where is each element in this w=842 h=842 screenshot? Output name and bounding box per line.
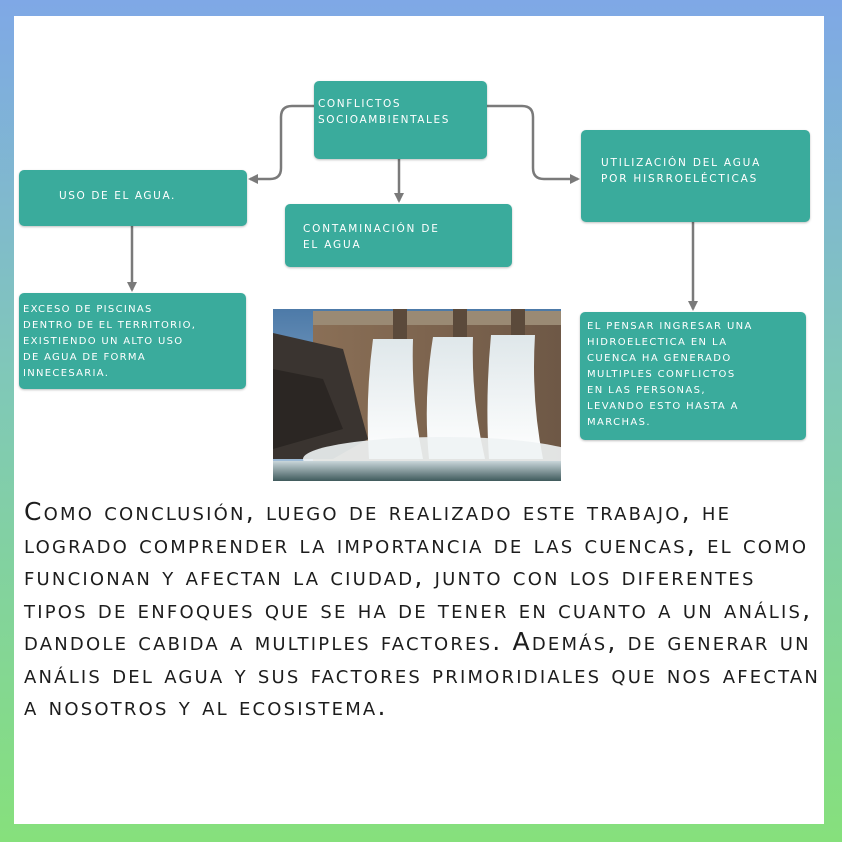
node-uso-label: USO DE EL AGUA. (59, 190, 176, 202)
node-utilizacion-label: UTILIZACIÓN DEL AGUA POR HISRROELÉCTICAS (601, 157, 762, 185)
node-conflictos-hidroelectrica (580, 312, 806, 440)
node-conflictos-socioambientales (314, 81, 487, 159)
dam-spillway-photo (273, 309, 561, 481)
node-conflictos-label: CONFLICTOS SOCIOAMBIENTALES (318, 98, 450, 126)
node-contaminacion-del-agua (285, 204, 512, 267)
poster-canvas (14, 16, 824, 824)
node-exceso-label: EXCESO DE PISCINAS DENTRO DE EL TERRITORIO, EXISTIENDO UN ALTO USO DE AGUA DE FORMA INNECESARIA. (23, 304, 197, 379)
node-contaminacion-label: CONTAMINACIÓN DE EL AGUA (303, 223, 440, 251)
node-exceso-piscinas (19, 293, 246, 389)
node-utilizacion-hidroelectricas (581, 130, 810, 222)
arrow-conflictos-to-uso (250, 106, 314, 179)
node-uso-del-agua (19, 170, 247, 226)
arrow-conflictos-to-utilizacion (487, 106, 578, 179)
conclusion-paragraph: Como conclusión, luego de realizado este trabajo, he logrado comprender la importancia de las cuencas, el como funcionan y afectan la ciudad, junto con los diferentes tipos de enfoques que se ha de tener en cuanto a un anális, dandole cabida a multiples factores. Además, de generar un anális del agua y sus factores primoridiales que nos afectan a nosotros y al ecosistema. (24, 497, 821, 721)
node-pensar-label: EL PENSAR INGRESAR UNA HIDROELECTICA EN LA CUENCA HA GENERADO MULTIPLES CONFLICTOS EN LAS PERSONAS, LEVANDO ESTO HASTA A MARCHAS. (587, 321, 753, 428)
